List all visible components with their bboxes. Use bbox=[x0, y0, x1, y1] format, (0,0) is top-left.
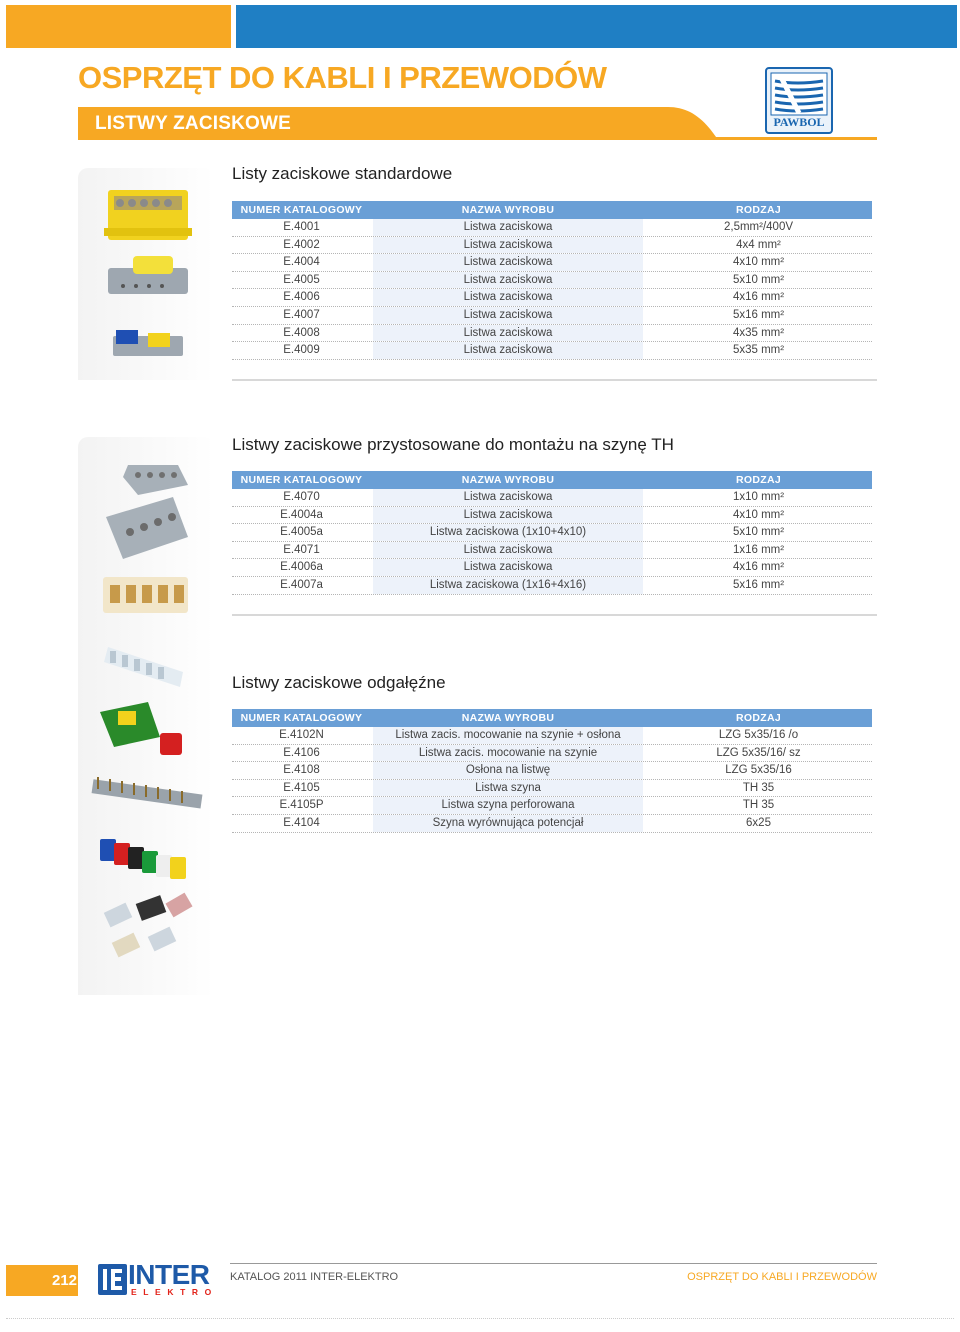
cell-product-name: Listwa zaciskowa bbox=[373, 325, 643, 342]
cell-type: 4x16 mm² bbox=[732, 561, 785, 574]
cell-type: 5x10 mm² bbox=[732, 526, 785, 539]
cell-type: 4x10 mm² bbox=[732, 256, 785, 269]
column-header-type: RODZAJ bbox=[736, 474, 781, 486]
cell-catalog-number: E.4009 bbox=[283, 344, 320, 357]
pawbol-emblem-icon bbox=[767, 69, 831, 119]
cell-type: 4x10 mm² bbox=[732, 508, 785, 521]
table-row bbox=[232, 542, 872, 560]
cell-catalog-number: E.4008 bbox=[283, 326, 320, 339]
inter-logo-icon bbox=[98, 1264, 127, 1295]
table-row bbox=[232, 325, 872, 343]
column-header-product-name: NAZWA WYROBU bbox=[461, 712, 555, 724]
table-row bbox=[232, 254, 872, 272]
cell-type: 1x16 mm² bbox=[732, 543, 785, 556]
cell-product-name: Listwa zaciskowa bbox=[373, 219, 643, 236]
footer-brand: INTER bbox=[128, 1259, 210, 1290]
cell-type: 5x16 mm² bbox=[732, 308, 785, 321]
pawbol-logo bbox=[765, 67, 833, 134]
cell-type: 1x10 mm² bbox=[732, 491, 785, 503]
table-row bbox=[232, 727, 872, 745]
cell-catalog-number: E.4007 bbox=[283, 308, 320, 321]
section-title-branch: Listwy zaciskowe odgałęźne bbox=[232, 673, 446, 692]
cell-catalog-number: E.4001 bbox=[283, 221, 320, 233]
cell-catalog-number: E.4108 bbox=[283, 764, 320, 777]
cell-type: 4x16 mm² bbox=[732, 291, 785, 304]
table-standard bbox=[232, 201, 872, 360]
cell-product-name: Listwa zaciskowa bbox=[373, 342, 643, 359]
footer-brand-sub: ELEKTRO bbox=[131, 1287, 218, 1297]
section-title-din-rail: Listwy zaciskowe przystosowane do montażu na szynę TH bbox=[232, 435, 674, 454]
cell-catalog-number: E.4102N bbox=[279, 729, 324, 741]
section-divider bbox=[232, 614, 877, 616]
cell-product-name: Listwa zaciskowa bbox=[373, 507, 643, 524]
table-row bbox=[232, 559, 872, 577]
cell-type: 2,5mm²/400V bbox=[723, 221, 794, 233]
cell-catalog-number: E.4006a bbox=[280, 561, 323, 574]
cell-type: 5x35 mm² bbox=[732, 344, 785, 357]
cell-type: LZG 5x35/16/ sz bbox=[716, 746, 801, 759]
cell-product-name: Listwa zaciskowa bbox=[373, 289, 643, 306]
cell-type: TH 35 bbox=[742, 781, 775, 794]
top-bar-orange bbox=[6, 5, 231, 48]
column-header-type: RODZAJ bbox=[736, 204, 781, 216]
table-header bbox=[232, 471, 872, 489]
table-row bbox=[232, 780, 872, 798]
cell-catalog-number: E.4004 bbox=[283, 256, 320, 269]
cell-type: 6x25 bbox=[746, 816, 771, 829]
column-header-catalog-number: NUMER KATALOGOWY bbox=[240, 204, 363, 216]
orange-rule bbox=[700, 137, 877, 140]
footer-catalog-text: KATALOG 2011 INTER-ELEKTRO bbox=[230, 1271, 399, 1283]
cell-catalog-number: E.4105 bbox=[283, 781, 320, 794]
cell-product-name: Listwa zaciskowa bbox=[373, 542, 643, 559]
table-row bbox=[232, 342, 872, 360]
table-header bbox=[232, 201, 872, 219]
logo-text: PAWBOL bbox=[773, 115, 825, 129]
footer-rule bbox=[230, 1263, 877, 1264]
column-header-catalog-number: NUMER KATALOGOWY bbox=[240, 474, 363, 486]
product-photo-column-2 bbox=[78, 437, 214, 995]
cell-type: 5x10 mm² bbox=[732, 273, 785, 286]
section-subtitle: LISTWY ZACISKOWE bbox=[95, 113, 292, 134]
page-number: 212 bbox=[52, 1272, 78, 1289]
table-header bbox=[232, 709, 872, 727]
table-row bbox=[232, 219, 872, 237]
cell-catalog-number: E.4007a bbox=[280, 578, 323, 591]
table-row bbox=[232, 507, 872, 525]
table-row bbox=[232, 237, 872, 255]
cell-product-name: Listwa zacis. mocowanie na szynie + osłona bbox=[373, 727, 643, 744]
cell-product-name: Szyna wyrównująca potencjał bbox=[373, 815, 643, 832]
cell-type: TH 35 bbox=[742, 799, 775, 812]
cell-catalog-number: E.4005 bbox=[283, 273, 320, 286]
column-header-product-name: NAZWA WYROBU bbox=[461, 474, 555, 486]
cell-product-name: Osłona na listwę bbox=[373, 762, 643, 779]
cell-catalog-number: E.4005a bbox=[280, 526, 323, 539]
column-header-catalog-number: NUMER KATALOGOWY bbox=[240, 712, 363, 724]
table-row bbox=[232, 762, 872, 780]
cell-product-name: Listwa zaciskowa bbox=[373, 237, 643, 254]
cell-catalog-number: E.4104 bbox=[283, 816, 320, 829]
cell-catalog-number: E.4006 bbox=[283, 291, 320, 304]
cell-type: LZG 5x35/16 bbox=[725, 764, 792, 777]
cell-product-name: Listwa zaciskowa bbox=[373, 272, 643, 289]
cell-product-name: Listwa zaciskowa bbox=[373, 489, 643, 506]
cell-type: 5x16 mm² bbox=[732, 578, 785, 591]
cell-catalog-number: E.4071 bbox=[283, 543, 320, 556]
cell-type: LZG 5x35/16 /o bbox=[718, 729, 799, 741]
cell-product-name: Listwa zaciskowa bbox=[373, 307, 643, 324]
cell-catalog-number: E.4070 bbox=[283, 491, 320, 503]
top-bar-blue bbox=[236, 5, 957, 48]
table-row bbox=[232, 797, 872, 815]
cell-product-name: Listwa zacis. mocowanie na szynie bbox=[373, 745, 643, 762]
section-title-standard: Listy zaciskowe standardowe bbox=[232, 164, 453, 183]
page-title: OSPRZĘT DO KABLI I PRZEWODÓW bbox=[78, 60, 607, 95]
cell-product-name: Listwa zaciskowa bbox=[373, 559, 643, 576]
section-divider bbox=[232, 379, 877, 381]
cell-product-name: Listwa szyna bbox=[373, 780, 643, 797]
table-row bbox=[232, 745, 872, 763]
cell-product-name: Listwa zaciskowa (1x16+4x16) bbox=[373, 577, 643, 594]
footer-section-text: OSPRZĘT DO KABLI I PRZEWODÓW bbox=[687, 1271, 877, 1283]
table-row bbox=[232, 815, 872, 833]
cell-type: 4x35 mm² bbox=[732, 326, 785, 339]
table-branch bbox=[232, 709, 872, 833]
din-rail-terminal-photos bbox=[78, 437, 214, 995]
cell-product-name: Listwa zaciskowa (1x10+4x10) bbox=[373, 524, 643, 541]
cell-product-name: Listwa zaciskowa bbox=[373, 254, 643, 271]
table-row bbox=[232, 289, 872, 307]
column-header-type: RODZAJ bbox=[736, 712, 781, 724]
cell-catalog-number: E.4105P bbox=[279, 799, 324, 812]
table-row bbox=[232, 577, 872, 595]
bottom-dotted-line bbox=[6, 1318, 954, 1319]
table-din-rail bbox=[232, 471, 872, 595]
cell-catalog-number: E.4004a bbox=[280, 508, 323, 521]
cell-product-name: Listwa szyna perforowana bbox=[373, 797, 643, 814]
table-row bbox=[232, 272, 872, 290]
terminal-strip-photos bbox=[78, 168, 214, 380]
cell-type: 4x4 mm² bbox=[736, 238, 781, 251]
table-row bbox=[232, 307, 872, 325]
cell-catalog-number: E.4002 bbox=[283, 238, 320, 251]
table-row bbox=[232, 489, 872, 507]
table-row bbox=[232, 524, 872, 542]
cell-catalog-number: E.4106 bbox=[283, 746, 320, 759]
product-photo-column-1 bbox=[78, 168, 214, 380]
column-header-product-name: NAZWA WYROBU bbox=[461, 204, 555, 216]
